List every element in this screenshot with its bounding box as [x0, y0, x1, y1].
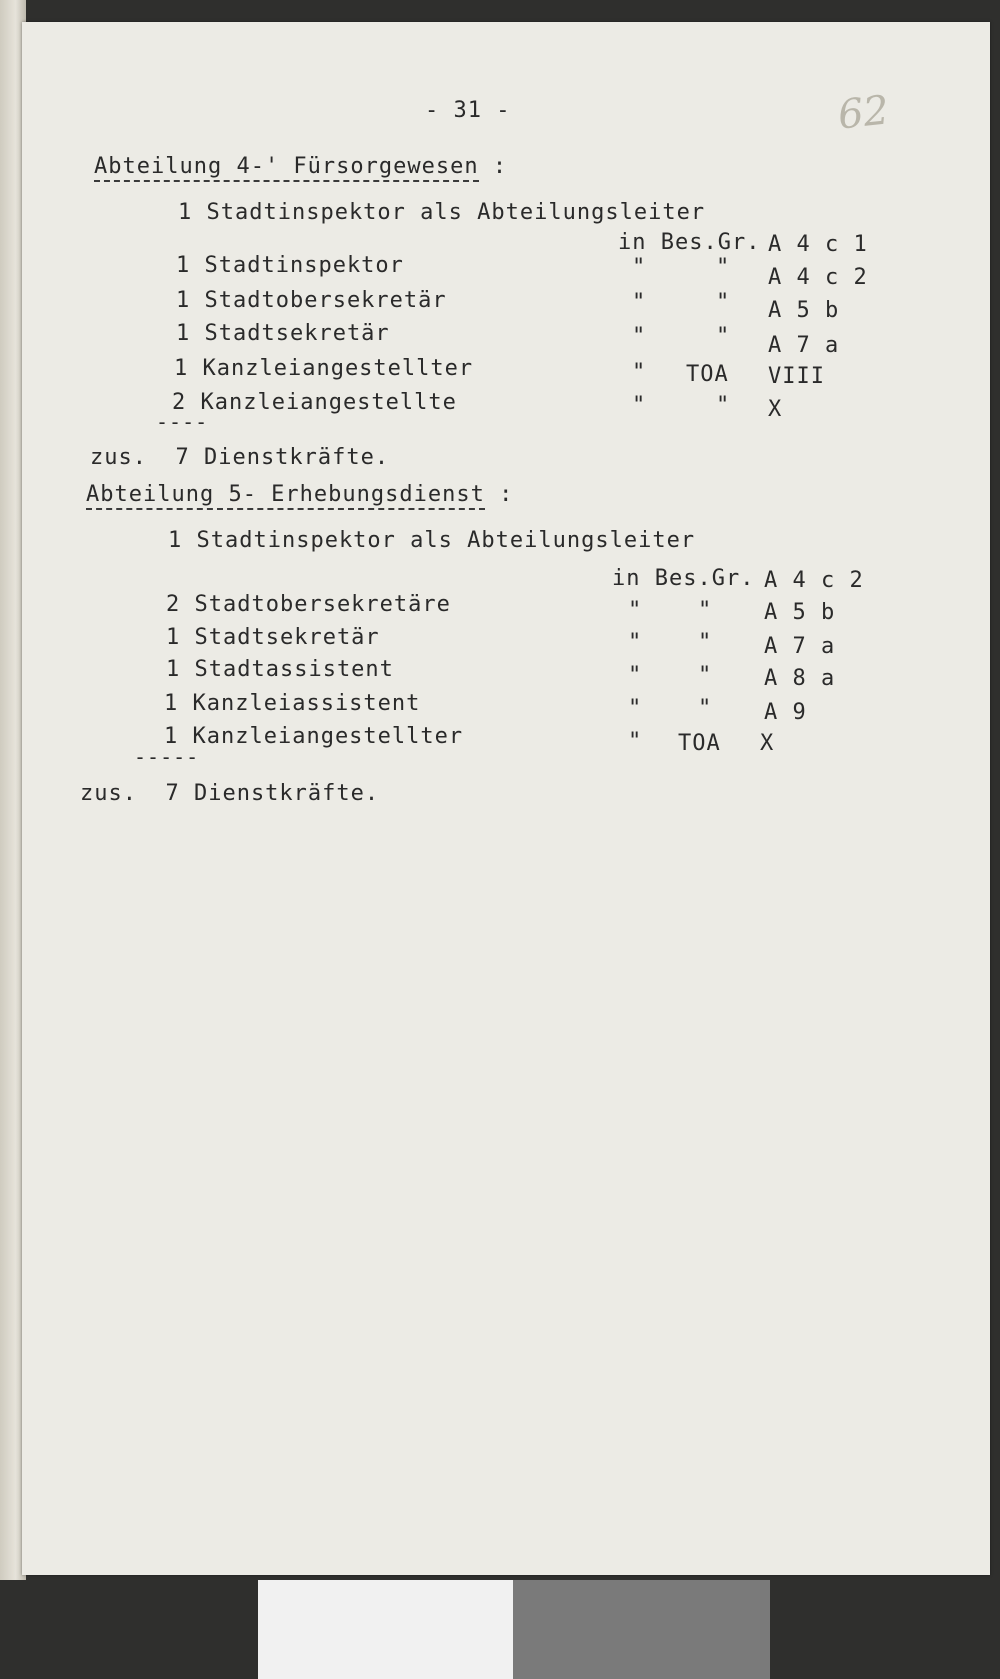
section-4-heading: [94, 154, 507, 180]
section-4-row-ditto: ": [632, 290, 647, 315]
section-4-lead-grade: A 4 c 1: [768, 232, 868, 257]
section-5-lead-grade-prefix: in Bes.Gr.: [612, 566, 755, 591]
section-5-row-label: 1 Kanzleiassistent: [164, 691, 421, 716]
section-5-row-label: 2 Stadtobersekretäre: [166, 592, 451, 617]
section-5-row-ditto: ": [698, 598, 713, 623]
section-4-row-ditto: ": [716, 290, 731, 315]
section-5-row-label: 1 Kanzleiangestellter: [164, 724, 464, 749]
section-5-row-grade: A 7 a: [764, 634, 836, 659]
section-4-row-ditto: ": [632, 360, 647, 385]
section-5-row-grade: A 9: [764, 700, 807, 725]
section-4-row-grade: A 7 a: [768, 333, 840, 358]
section-4-row-grade: X: [768, 397, 783, 422]
section-4-row-label: 1 Kanzleiangestellter: [174, 356, 474, 381]
section-4-row-class: TOA: [686, 362, 729, 387]
section-5-lead-grade: A 4 c 2: [764, 568, 864, 593]
section-4-total: zus. 7 Dienstkräfte.: [90, 445, 390, 470]
section-4-row-ditto: ": [716, 255, 731, 280]
section-5-row-label: 1 Stadtsekretär: [166, 625, 380, 650]
section-4-row-label: 2 Kanzleiangestellte: [172, 390, 457, 415]
section-5-heading-colon: :: [499, 482, 514, 507]
section-4-lead: 1 Stadtinspektor als Abteilungsleiter: [178, 200, 706, 225]
section-4-rule: ----: [156, 410, 209, 434]
section-5-row-ditto: ": [698, 630, 713, 655]
section-5-row-ditto: ": [698, 696, 713, 721]
section-4-row-ditto: ": [716, 324, 731, 349]
section-5-row-ditto: ": [628, 598, 643, 623]
scan-calibration-strip-light: [258, 1580, 513, 1679]
section-5-row-ditto: ": [628, 630, 643, 655]
section-4-row-label: 1 Stadtsekretär: [176, 321, 390, 346]
section-4-row-ditto: ": [632, 393, 647, 418]
scan-calibration-strip-grey: [513, 1580, 770, 1679]
section-4-heading-text: Abteilung 4-' Fürsorgewesen: [94, 154, 479, 182]
section-5-row-grade: X: [760, 731, 775, 756]
section-5-row-ditto: ": [698, 663, 713, 688]
section-5-row-ditto: ": [628, 663, 643, 688]
folio-number-handwritten: 62: [835, 87, 892, 139]
section-5-row-class: TOA: [678, 731, 721, 756]
section-4-row-ditto: ": [632, 324, 647, 349]
page-number: - 31 -: [425, 98, 511, 123]
section-4-row-grade: VIII: [768, 364, 825, 389]
section-5-row-ditto: ": [628, 696, 643, 721]
section-5-total: zus. 7 Dienstkräfte.: [80, 781, 380, 806]
section-5-row-grade: A 5 b: [764, 600, 836, 625]
section-4-row-ditto: ": [716, 393, 731, 418]
section-5-row-label: 1 Stadtassistent: [166, 657, 394, 682]
section-4-row-grade: A 4 c 2: [768, 265, 868, 290]
section-5-lead: 1 Stadtinspektor als Abteilungsleiter: [168, 528, 696, 553]
section-5-rule: -----: [134, 745, 200, 769]
section-5-row-ditto: ": [628, 729, 643, 754]
section-4-row-ditto: ": [632, 255, 647, 280]
section-4-lead-grade-prefix: in Bes.Gr.: [618, 230, 761, 255]
section-4-row-label: 1 Stadtinspektor: [176, 253, 404, 278]
section-4-row-label: 1 Stadtobersekretär: [176, 288, 447, 313]
section-4-row-grade: A 5 b: [768, 298, 840, 323]
section-5-heading: [86, 482, 513, 508]
section-5-heading-text: Abteilung 5- Erhebungsdienst: [86, 482, 485, 510]
section-4-heading-colon: :: [492, 154, 508, 179]
section-5-row-grade: A 8 a: [764, 666, 836, 691]
